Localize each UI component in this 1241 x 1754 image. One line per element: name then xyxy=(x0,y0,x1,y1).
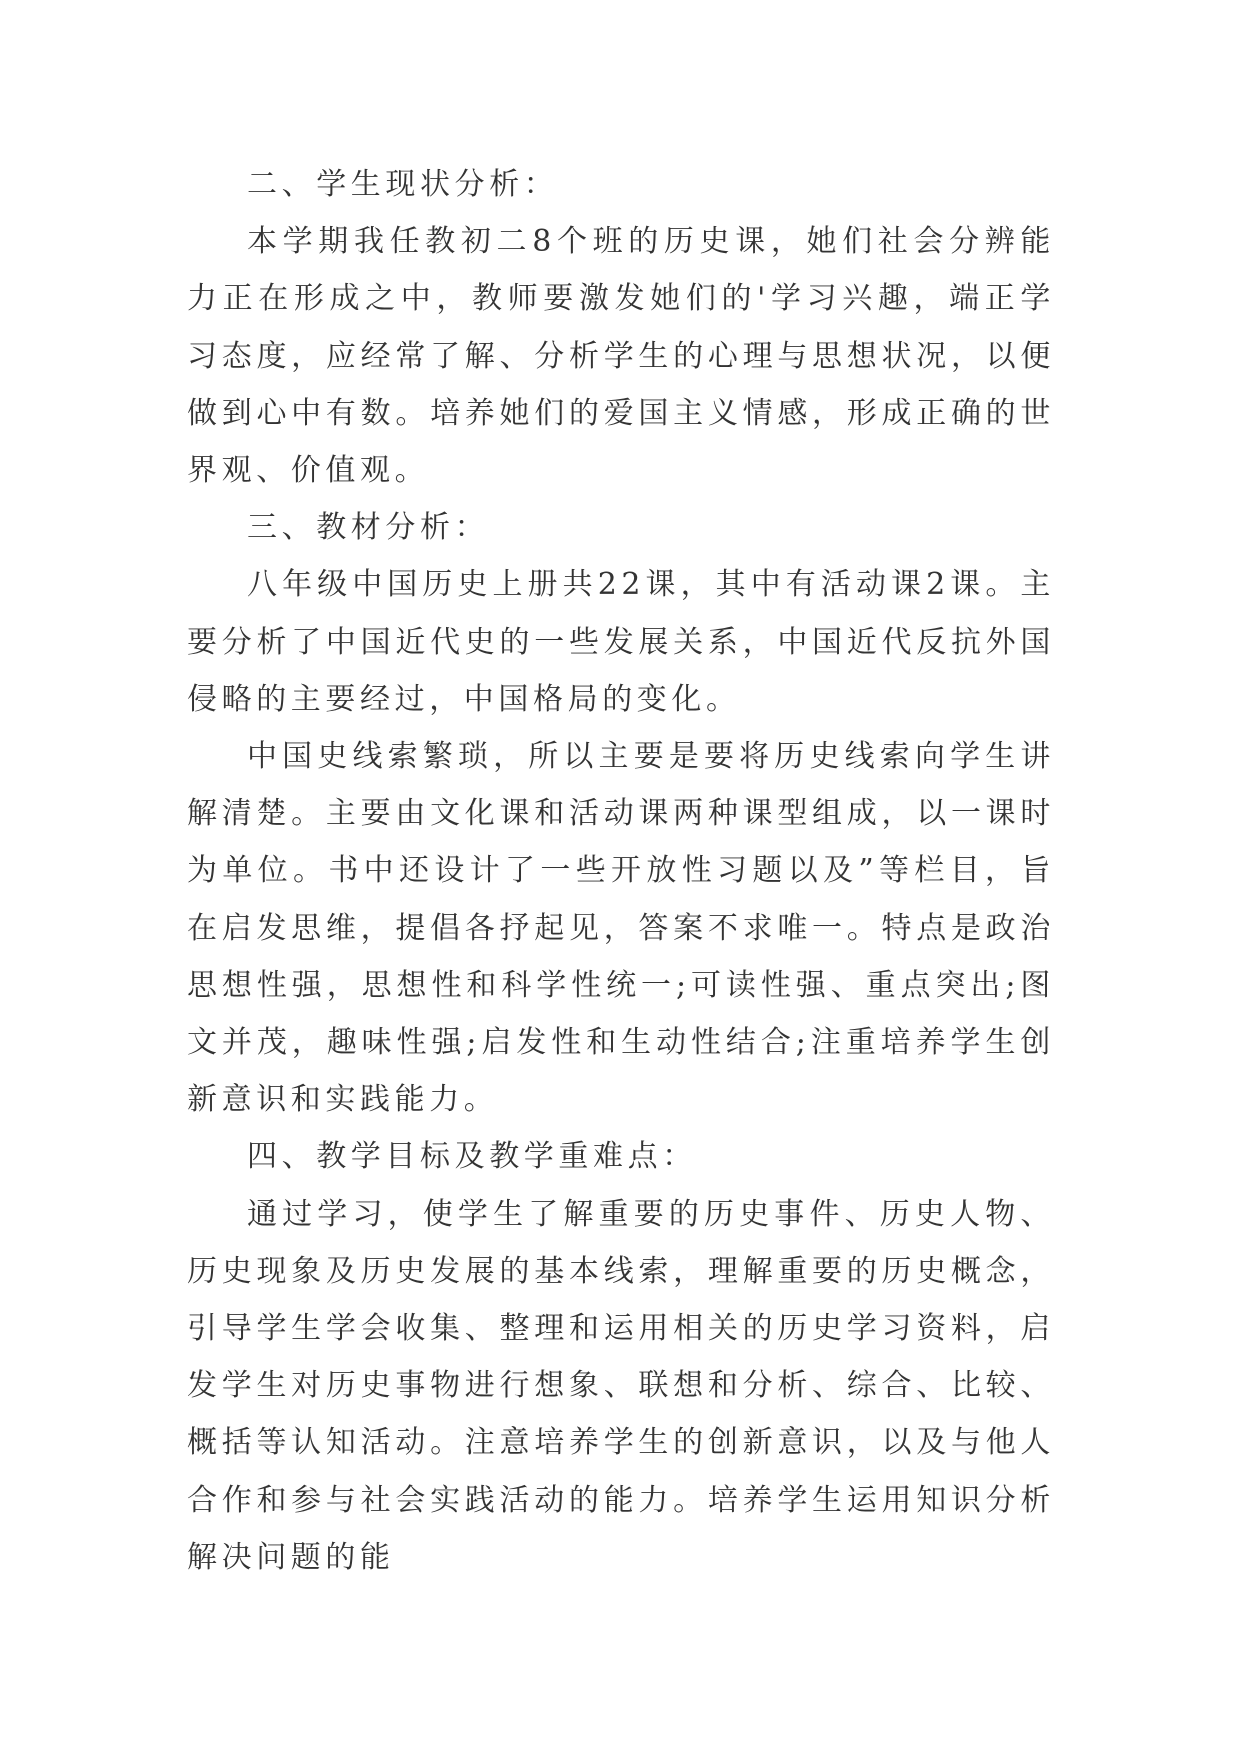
section-heading-student-analysis: 二、学生现状分析： xyxy=(247,167,559,202)
paragraph-student-analysis: 本学期我任教初二8个班的历史课，她们社会分辨能力正在形成之中，教师要激发她们的'学习兴趣，端正学习态度，应经常了解、分析学生的心理与思想状况，以便做到心中有数。培养她们的爱国主义情感，形成正确的世界观、价值观。 xyxy=(187,224,1055,489)
paragraph-textbook-overview: 八年级中国历史上册共22课，其中有活动课2课。主要分析了中国近代史的一些发展关系，中国近代反抗外国侵略的主要经过，中国格局的变化。 xyxy=(187,567,1055,717)
section-heading-teaching-goals: 四、教学目标及教学重难点： xyxy=(247,1139,697,1175)
section-heading-textbook-analysis: 三、教材分析： xyxy=(247,510,490,546)
paragraph-teaching-goals: 通过学习，使学生了解重要的历史事件、历史人物、历史现象及历史发展的基本线索，理解重要的历史概念，引导学生学会收集、整理和运用相关的历史学习资料，启发学生对历史事物进行想象、联想和分析、综合、比较、概括等认知活动。注意培养学生的创新意识，以及与他人合作和参与社会实践活动的能力。培养学生运用知识分析解决问题的能 xyxy=(187,1196,1055,1575)
paragraph-textbook-features: 中国史线索繁琐，所以主要是要将历史线索向学生讲解清楚。主要由文化课和活动课两种课型组成，以一课时为单位。书中还设计了一些开放性习题以及”等栏目，旨在启发思维，提倡各抒起见，答案不求唯一。特点是政治思想性强，思想性和科学性统一;可读性强、重点突出;图文并茂，趣味性强;启发性和生动性结合;注重培养学生创新意识和实践能力。 xyxy=(187,739,1055,1118)
document-body xyxy=(187,156,1055,1586)
